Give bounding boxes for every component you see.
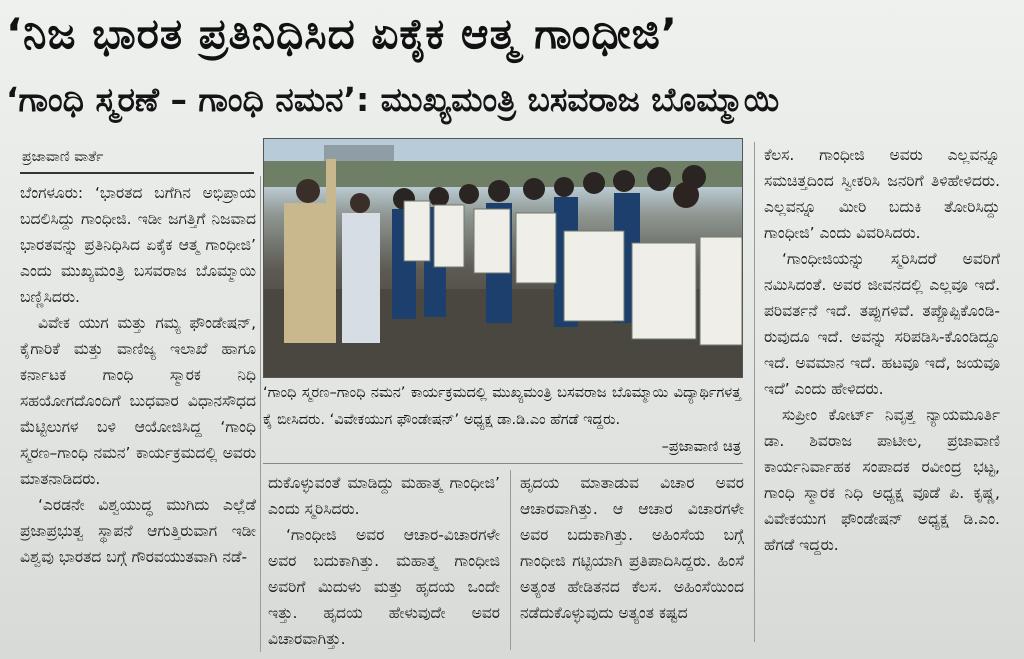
subheadline: ‘ಗಾಂಧಿ ಸ್ಮರಣೆ – ಗಾಂಧಿ ನಮನ’: ಮುಖ್ಯಮಂತ್ರಿ ಬಸವರಾಜ ಬೊಮ್ಮಾಯಿ xyxy=(6,80,780,119)
byline-divider xyxy=(20,172,254,174)
article-column-2 xyxy=(268,470,500,650)
paragraph: ದುಕೊಳ್ಳುವಂತೆ ಮಾಡಿದ್ದು ಮಹಾತ್ಮ ಗಾಂಧೀಜಿ’ ಎಂದು ಸ್ಮರಿಸಿದರು. xyxy=(268,474,500,518)
paragraph: ಹೃದಯ ಮಾತಾಡುವ ವಿಚಾರ ಅವರ ಆಚಾರವಾಗಿತ್ತು. ಆ ಆಚಾರ ವಿಚಾರಗಳೇ ಅವರ ಬದುಕಾಗಿತ್ತು. ಅಹಿಂಸೆಯ ಬಗ್ಗೆ ಗಾಂಧೀಜಿ ಗಟ್ಟಿಯಾಗಿ ಪ್ರತಿಪಾದಿಸಿದ್ದರು. ಹಿಂಸೆ ಅತ್ಯಂತ ಹೇಡಿತನದ ಕೆಲಸ. ಅಹಿಂಸೆಯಿಂದ ನಡೆದುಕೊಳ್ಳುವುದು ಅತ್ಯಂತ ಕಷ್ಟದ xyxy=(520,474,744,622)
paragraph: ‘ಎರಡನೇ ವಿಶ್ವಯುದ್ಧ ಮುಗಿದು ಎಲ್ಲೆಡೆ ಪ್ರಜಾಪ್ರಭುತ್ವ ಸ್ಥಾಪನೆ ಆಗುತ್ತಿರುವಾಗ ಇಡೀ ವಿಶ್ವವು ಭಾರತದ ಬಗ್ಗೆ ಗೌರವಯುತವಾಗಿ ನಡೆ- xyxy=(20,496,256,566)
column-divider xyxy=(754,142,755,642)
paragraph: ಬೆಂಗಳೂರು: ‘ಭಾರತದ ಬಗೆಗಿನ ಅಭಿಪ್ರಾಯ ಬದಲಿಸಿದ್ದು ಗಾಂಧೀಜಿ. ಇಡೀ ಜಗತ್ತಿಗೆ ನಿಜವಾದ ಭಾರತವನ್ನು ಪ್ರತಿನಿಧಿಸಿದ ಏಕೈಕ ಆತ್ಮ ಗಾಂಧೀಜಿ’ ಎಂದು ಮುಖ್ಯಮಂತ್ರಿ ಬಸವರಾಜ ಬೊಮ್ಮಾಯಿ ಬಣ್ಣಿಸಿದರು. xyxy=(20,184,256,306)
column-divider xyxy=(510,470,511,650)
crowd-illustration xyxy=(264,139,742,377)
article-column-4 xyxy=(764,142,1000,642)
article-column-1 xyxy=(20,180,256,650)
byline: ಪ್ರಜಾವಾಣಿ ವಾರ್ತೆ xyxy=(22,149,104,165)
paragraph: ಕೆಲಸ. ಗಾಂಧೀಜಿ ಅವರು ಎಲ್ಲವನ್ನೂ ಸಮಚಿತ್ತದಿಂದ ಸ್ವೀಕರಿಸಿ ಜನರಿಗೆ ತಿಳಿಹೇಳಿದರು. ಎಲ್ಲವನ್ನೂ ಮೀರಿ ಬದುಕಿ ತೋರಿಸಿದ್ದು ಗಾಂಧೀಜಿ’ ಎಂದು ವಿವರಿಸಿದರು. xyxy=(764,146,1000,242)
headline: ‘ನಿಜ ಭಾರತ ಪ್ರತಿನಿಧಿಸಿದ ಏಕೈಕ ಆತ್ಮ ಗಾಂಧೀಜಿ’ xyxy=(6,9,678,58)
paragraph: ವಿವೇಕ ಯುಗ ಮತ್ತು ಗಮ್ಯ ಫೌಂಡೇಷನ್, ಕೈಗಾರಿಕೆ ಮತ್ತು ವಾಣಿಜ್ಯ ಇಲಾಖೆ ಹಾಗೂ ಕರ್ನಾಟಕ ಗಾಂಧಿ ಸ್ಮಾರಕ ನಿಧಿ ಸಹಯೋಗದೊಂದಿಗೆ ಬುಧವಾರ ವಿಧಾನಸೌಧದ ಮೆಟ್ಟಿಲುಗಳ ಬಳಿ ಆಯೋಜಿಸಿದ್ದ ‘ಗಾಂಧಿ ಸ್ಮರಣ–ಗಾಂಧಿ ನಮನ’ ಕಾರ್ಯಕ್ರಮದಲ್ಲಿ ಅವರು ಮಾತನಾಡಿದರು. xyxy=(20,314,256,488)
paragraph: ‘ಗಾಂಧೀಜಿ ಅವರ ಆಚಾರ-ವಿಚಾರಗಳೇ ಅವರ ಬದುಕಾಗಿತ್ತು. ಮಹಾತ್ಮ ಗಾಂಧೀಜಿ ಅವರಿಗೆ ಮಿದುಳು ಮತ್ತು ಹೃದಯ ಒಂದೇ ಇತ್ತು. ಹೃದಯ ಹೇಳುವುದೇ ಅವರ ವಿಚಾರವಾಗಿತ್ತು. xyxy=(268,526,500,648)
caption-text: ‘ಗಾಂಧಿ ಸ್ಮರಣ–ಗಾಂಧಿ ನಮನ’ ಕಾರ್ಯಕ್ರಮದಲ್ಲಿ ಮುಖ್ಯಮಂತ್ರಿ ಬಸವರಾಜ ಬೊಮ್ಮಾಯಿ ವಿದ್ಯಾರ್ಥಿಗಳತ್ತ ಕೈ ಬೀಸಿದರು. ‘ವಿವೇಕಯುಗ ಫೌಂಡೇಷನ್’ ಅಧ್ಯಕ್ಷ ಡಾ.ಡಿ.ಎಂ ಹೆಗಡೆ ಇದ್ದರು. xyxy=(263,385,741,428)
paragraph: ‘ಗಾಂಧೀಜಿಯನ್ನು ಸ್ಮರಿಸಿದರೆ ಅವರಿಗೆ ನಮಿಸಿದಂತೆ. ಅವರ ಜೀವನದಲ್ಲಿ ಎಲ್ಲವೂ ಇದೆ. ಪರಿವರ್ತನೆ ಇದೆ. ತಪ್ಪುಗಳಿವೆ. ತಪ್ಪೊಪ್ಪಿಕೊಂಡಿ-ರುವುದೂ ಇದೆ. ಅವನ್ನು ಸರಿಪಡಿಸಿ-ಕೊಂಡಿದ್ದೂ ಇದೆ. ಅವಮಾನ ಇದೆ. ಹಟವೂ ಇದೆ, ಜಯವೂ ಇದೆ’ ಎಂದು ಹೇಳಿದರು. xyxy=(764,250,1000,398)
column-divider xyxy=(260,176,261,652)
photo-caption xyxy=(263,380,741,461)
article-column-3 xyxy=(520,470,744,650)
news-photo xyxy=(263,138,743,378)
caption-divider xyxy=(263,463,743,464)
paragraph: ಸುಪ್ರೀಂ ಕೋರ್ಟ್ ನಿವೃತ್ತ ನ್ಯಾಯಮೂರ್ತಿ ಡಾ. ಶಿವರಾಜ ಪಾಟೀಲ, ಪ್ರಜಾವಾಣಿ ಕಾರ್ಯನಿರ್ವಾಹಕ ಸಂಪಾದಕ ರವೀಂದ್ರ ಭಟ್ಟ, ಗಾಂಧಿ ಸ್ಮಾರಕ ನಿಧಿ ಅಧ್ಯಕ್ಷ ವೂಡೆ ಪಿ. ಕೃಷ್ಣ, ವಿವೇಕಯುಗ ಫೌಂಡೇಷನ್ ಅಧ್ಯಕ್ಷ ಡಿ.ಎಂ. ಹೆಗಡೆ ಇದ್ದರು. xyxy=(764,406,1000,554)
photo-credit: –ಪ್ರಜಾವಾಣಿ ಚಿತ್ರ xyxy=(661,439,741,455)
